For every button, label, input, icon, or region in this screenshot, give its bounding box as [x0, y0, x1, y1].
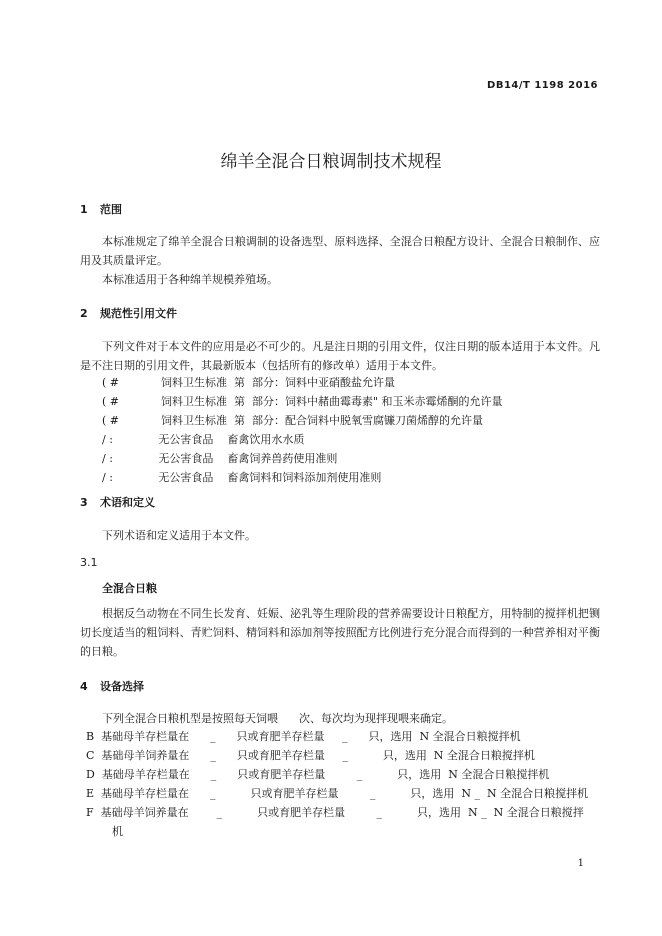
equipment-row: B 基础母羊存栏量在 _ 只或育肥羊存栏量 _ 只，选用 N 全混合日粮搅拌机	[86, 730, 521, 743]
section-1-paragraph-1: 本标准规定了绵羊全混合日粮调制的设备选型、原料选择、全混合日粮配方设计、全混合日粮制作、应用及其质量评定。	[80, 235, 600, 267]
page-number: 1	[577, 858, 584, 869]
document-title: 绵羊全混合日粮调制技术规程	[220, 152, 442, 172]
section-3-paragraph-1: 下列术语和定义适用于本文件。	[102, 529, 256, 542]
equipment-row: F 基础母羊饲养量在 _ 只或育肥羊存栏量 _ 只，选用 N _ N 全混合日粮搅拌	[86, 806, 584, 819]
section-1-paragraph-2: 本标准适用于各种绵羊规模养殖场。	[102, 273, 278, 286]
reference-item: / : 无公害食品 畜禽饲料和饲料添加剂使用准则	[102, 471, 382, 484]
equipment-row: C 基础母羊饲养量在 _ 只或育肥羊存栏量 _ 只，选用 N 全混合日粮搅拌机	[86, 749, 535, 762]
term-definition: 根据反刍动物在不同生长发育、妊娠、泌乳等生理阶段的营养需要设计日粮配方，用特制的搅拌机把铡切长度适当的粗饲料、青贮饲料、精饲料和添加剂等按照配方比例进行充分混合而得到的一种营养相对平衡的日粮。	[80, 607, 600, 658]
reference-item: ( # 饲料卫生标准 第 部分：饲料中赭曲霉毒素" 和玉米赤霉烯酮的允许量	[102, 395, 503, 408]
section-1-heading: 1 范围	[80, 203, 122, 216]
section-2-heading: 2 规范性引用文件	[80, 307, 177, 320]
reference-item: ( # 饲料卫生标准 第 部分：饲料中亚硝酸盐允许量	[102, 376, 395, 389]
reference-item: / : 无公害食品 畜禽饲养兽药使用准则	[102, 452, 338, 465]
equipment-row: D 基础母羊存栏量在 _ 只或育肥羊存栏量 _ 只，选用 N 全混合日粮搅拌机	[86, 768, 550, 781]
section-2-paragraph-1: 下列文件对于本文件的应用是必不可少的。凡是注日期的引用文件，仅注日期的版本适用于本文件。凡是不注日期的引用文件，其最新版本（包括所有的修改单）适用于本文件。	[80, 340, 600, 372]
section-4-heading: 4 设备选择	[80, 680, 144, 693]
equipment-row-wrap: 机	[112, 825, 123, 838]
subsection-number: 3.1	[80, 556, 98, 569]
reference-item: ( # 饲料卫生标准 第 部分：配合饲料中脱氧雪腐镰刀菌烯醇的允许量	[102, 414, 483, 427]
document-number: DB14/T 1198 2016	[487, 80, 598, 91]
reference-item: / : 无公害食品 畜禽饮用水水质	[102, 433, 305, 446]
equipment-row: E 基础母羊存栏量在 _ 只或育肥羊存栏量 _ 只，选用 N _ N 全混合日粮搅拌机	[86, 787, 589, 800]
section-3-heading: 3 术语和定义	[80, 496, 155, 509]
term-name: 全混合日粮	[102, 582, 157, 595]
section-4-paragraph-1: 下列全混合日粮机型是按照每天饲喂 次、每次均为现拌现喂来确定。	[102, 712, 453, 725]
